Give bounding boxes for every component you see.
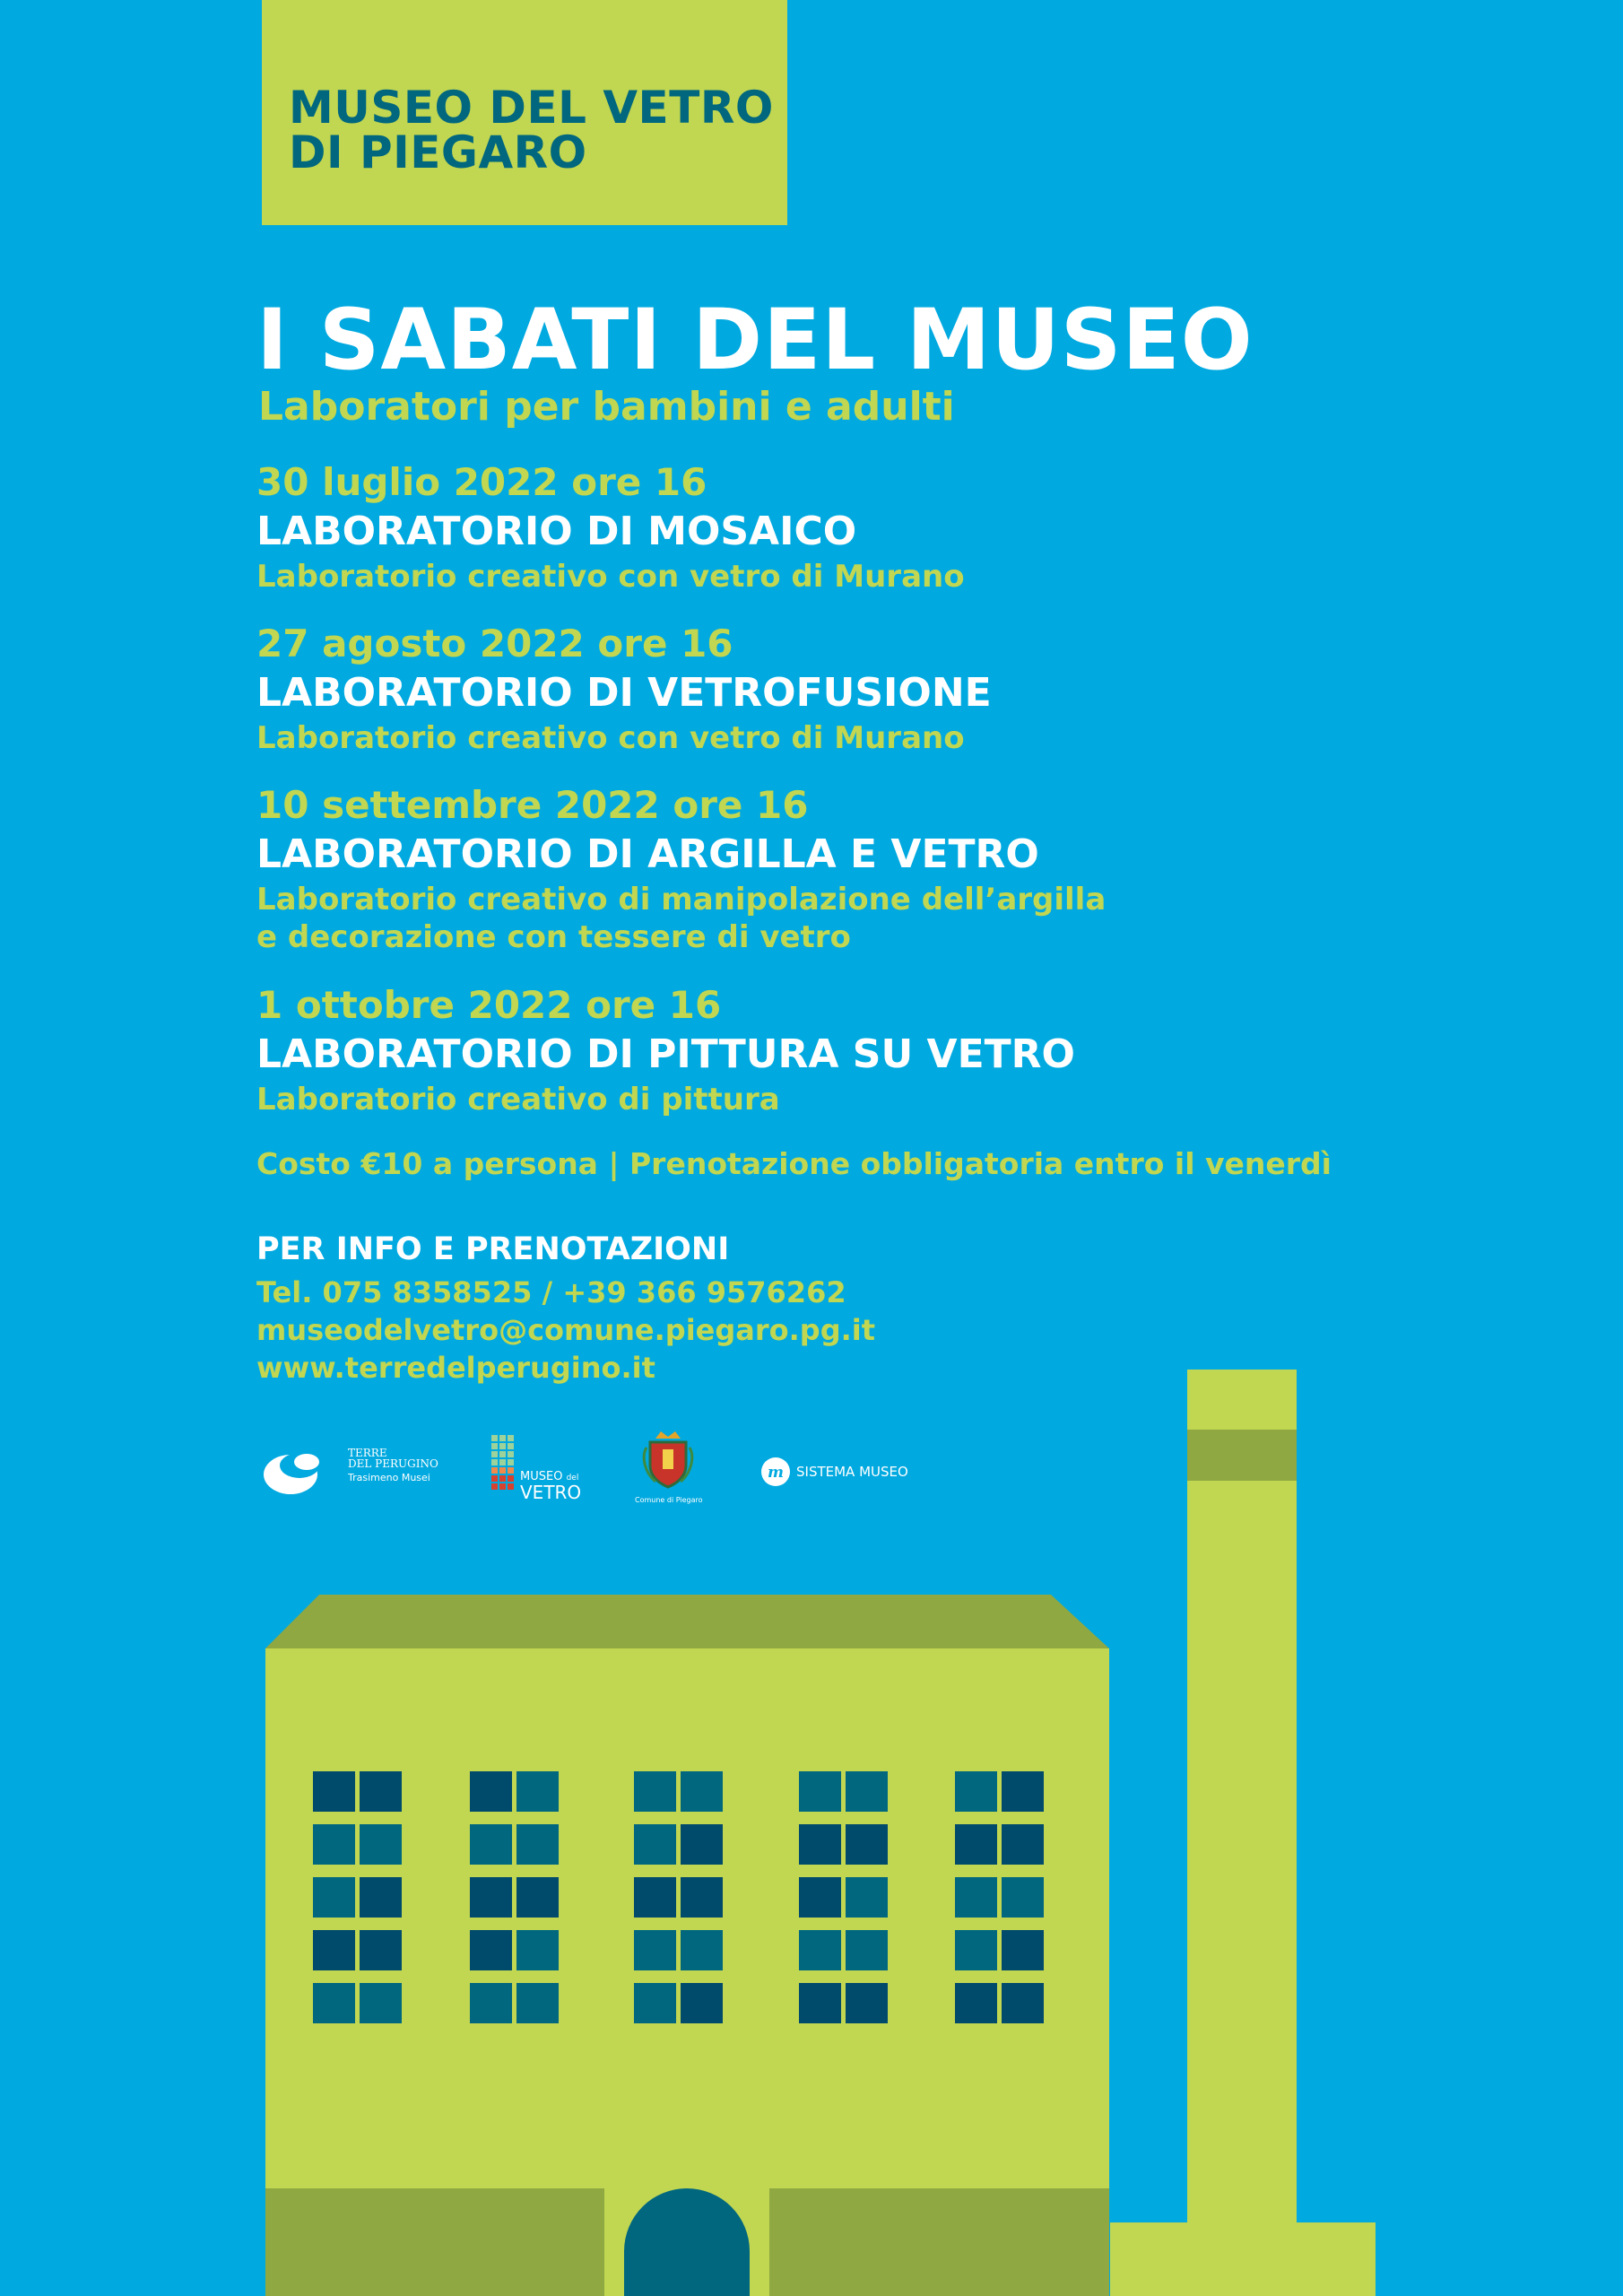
event-4: [256, 982, 1075, 1118]
sistema-museo-text: SISTEMA MUSEO: [796, 1464, 908, 1480]
comune-logo-text: Comune di Piegaro: [635, 1496, 703, 1504]
museo-logo-big: VETRO: [520, 1482, 582, 1503]
info-website[interactable]: www.terredelperugino.it: [256, 1351, 655, 1385]
window-pane: [955, 1771, 997, 1812]
event-title: LABORATORIO DI MOSAICO: [256, 509, 857, 554]
window-pane: [360, 1930, 402, 1970]
lower-panel-left: [265, 2188, 604, 2296]
event-date: 10 settembre 2022 ore 16: [256, 783, 809, 827]
terre-name: [348, 1448, 438, 1483]
event-description: Laboratorio creativo con vetro di Murano: [256, 559, 965, 595]
window-pane: [1002, 1877, 1044, 1918]
event-title: LABORATORIO DI VETROFUSIONE: [256, 670, 992, 716]
museum-name-line2: DI PIEGARO: [289, 126, 587, 178]
info-title: PER INFO E PRENOTAZIONI: [256, 1231, 730, 1267]
info-phone: Tel. 075 8358525 / +39 366 9576262: [256, 1275, 846, 1309]
cost-note: Costo €10 a persona | Prenotazione obbligatoria entro il venerdì: [256, 1146, 1332, 1181]
window-pane: [470, 1771, 512, 1812]
window-pane: [516, 1983, 559, 2023]
roof: [265, 1595, 1109, 1648]
terre-swirl-icon: [260, 1439, 323, 1501]
museum-header-box: [262, 0, 787, 225]
window-pane: [634, 1771, 676, 1812]
window-pane: [681, 1983, 723, 2023]
window-pane: [1002, 1771, 1044, 1812]
window-pane: [516, 1824, 559, 1865]
window-pane: [799, 1930, 841, 1970]
window-pane: [313, 1930, 355, 1970]
museo-logo-del: del: [566, 1474, 579, 1483]
event-title: LABORATORIO DI PITTURA SU VETRO: [256, 1031, 1075, 1077]
window-pane: [634, 1983, 676, 2023]
glass-grid-icon: [491, 1435, 520, 1500]
window-pane: [470, 1877, 512, 1918]
window-pane: [634, 1877, 676, 1918]
window-pane: [516, 1771, 559, 1812]
event-1: [256, 459, 965, 596]
event-date: 30 luglio 2022 ore 16: [256, 460, 707, 504]
event-description: e decorazione con tessere di vetro: [256, 919, 851, 955]
window-pane: [360, 1877, 402, 1918]
window-pane: [846, 1877, 888, 1918]
window-pane: [799, 1824, 841, 1865]
terre-del-perugino-logo: [260, 1439, 448, 1501]
event-description: Laboratorio creativo di pittura: [256, 1082, 780, 1118]
window-pane: [846, 1771, 888, 1812]
window-pane: [955, 1983, 997, 2023]
window-pane: [516, 1930, 559, 1970]
terre-line1: TERRE: [348, 1447, 387, 1459]
window-pane: [313, 1983, 355, 2023]
event-description: Laboratorio creativo con vetro di Murano: [256, 720, 965, 756]
window-pane: [360, 1983, 402, 2023]
window-pane: [470, 1930, 512, 1970]
window-pane: [846, 1983, 888, 2023]
event-title: LABORATORIO DI ARGILLA E VETRO: [256, 831, 1039, 877]
event-date: 1 ottobre 2022 ore 16: [256, 983, 722, 1027]
window-pane: [799, 1983, 841, 2023]
window-pane: [1002, 1930, 1044, 1970]
sistema-museo-logo: [760, 1457, 940, 1492]
poster-title: I SABATI DEL MUSEO: [256, 291, 1254, 389]
partner-logos: [260, 1426, 942, 1516]
poster-subtitle: Laboratori per bambini e adulti: [258, 384, 955, 430]
window-pane: [846, 1930, 888, 1970]
window-pane: [681, 1877, 723, 1918]
museo-del-vetro-logo: [491, 1435, 590, 1507]
svg-text:m: m: [768, 1464, 784, 1482]
event-date: 27 agosto 2022 ore 16: [256, 622, 733, 665]
event-2: [256, 621, 992, 757]
window-pane: [313, 1771, 355, 1812]
chimney: [1187, 1370, 1297, 2296]
window-pane: [955, 1877, 997, 1918]
terre-line3: Trasimeno Musei: [348, 1472, 430, 1483]
comune-di-piegaro-logo: [635, 1430, 701, 1510]
window-pane: [955, 1824, 997, 1865]
window-pane: [634, 1824, 676, 1865]
window-pane: [313, 1877, 355, 1918]
window-pane: [799, 1877, 841, 1918]
window-pane: [681, 1930, 723, 1970]
window-pane: [681, 1824, 723, 1865]
window-pane: [846, 1824, 888, 1865]
terre-line2: DEL PERUGINO: [348, 1457, 438, 1470]
window-pane: [313, 1824, 355, 1865]
sistema-museo-icon: [760, 1457, 791, 1487]
museo-logo-small: MUSEO: [520, 1470, 563, 1483]
window-pane: [799, 1771, 841, 1812]
window-pane: [470, 1983, 512, 2023]
window-pane: [1002, 1824, 1044, 1865]
info-email[interactable]: museodelvetro@comune.piegaro.pg.it: [256, 1313, 876, 1347]
window-pane: [516, 1877, 559, 1918]
coat-of-arms-icon: [641, 1430, 695, 1492]
window-pane: [360, 1771, 402, 1812]
chimney-base: [1110, 2222, 1376, 2296]
lower-panel-right: [769, 2188, 1109, 2296]
window-pane: [1002, 1983, 1044, 2023]
window-pane: [470, 1824, 512, 1865]
window-pane: [634, 1930, 676, 1970]
museum-name-line1: MUSEO DEL VETRO: [289, 82, 774, 134]
window-pane: [955, 1930, 997, 1970]
chimney-band: [1187, 1430, 1297, 1481]
event-description: Laboratorio creativo di manipolazione dell’argilla: [256, 882, 1107, 918]
window-pane: [681, 1771, 723, 1812]
museum-name: [289, 82, 774, 178]
event-3: [256, 782, 1106, 956]
window-pane: [360, 1824, 402, 1865]
